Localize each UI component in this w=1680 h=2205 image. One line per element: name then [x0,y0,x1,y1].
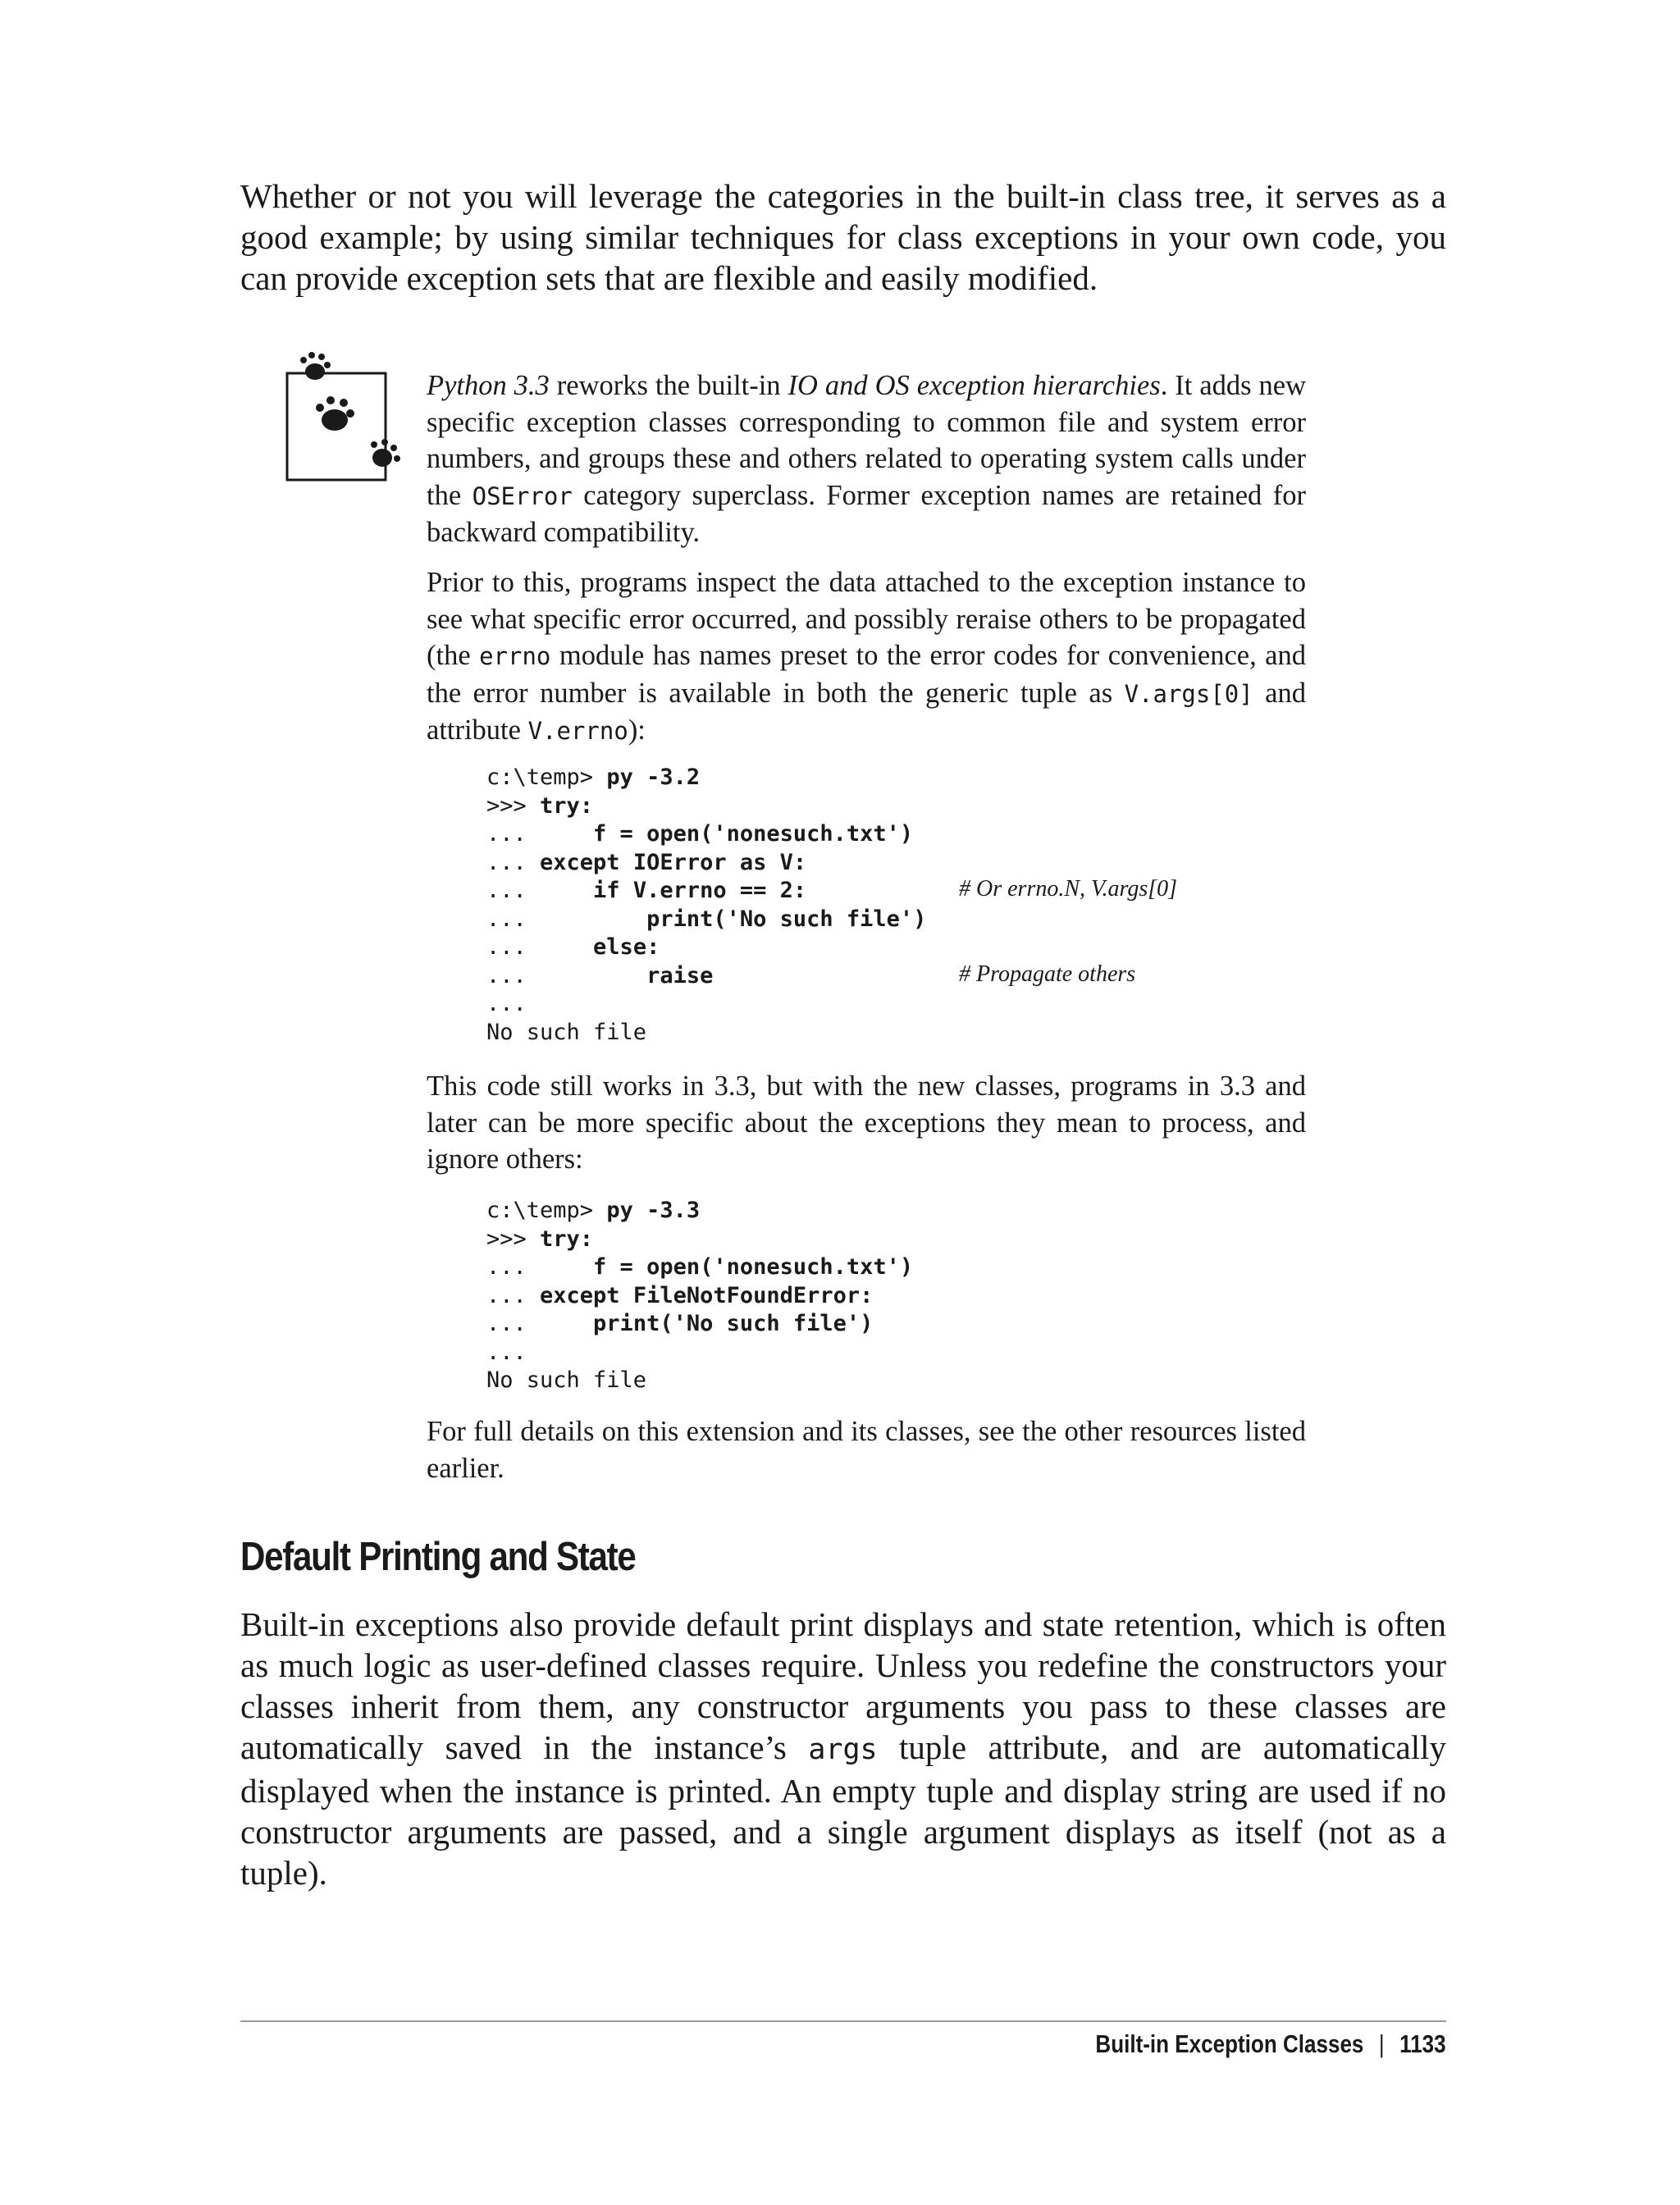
footer-rule [240,2020,1446,2022]
section-paragraph: Built-in exceptions also provide default print displays and state retention, which is often as much logic as user-defined classes require. Unless you redefine the constructors your classes inherit from them, any constructor arguments you pass to these classes are automatically saved in the instance’s args tuple attribute, and are automatically displayed when the instance is printed. An empty tuple and display string are used if no constructor arguments are passed, and a single argument displays as itself (not as a tuple). [240,1605,1446,1892]
page-number: 1133 [1399,2029,1446,2058]
args-index-code: V.args[0] [1124,679,1253,708]
errno-code: errno [479,642,551,670]
note-paragraph-2: Prior to this, programs inspect the data attached to the exception instance to see what specific error occurred, and possibly reraise others to be propagated (the errno module has names preset to the error codes for convenience, and the error number is available in both the generic tuple as V.args[0] and attribute V.errno): [427,567,1306,746]
v-errno-code: V.errno [527,717,628,745]
note-paragraph-1: Python 3.3 reworks the built-in IO and OS exception hierarchies. It adds new specific exception classes corresponding to common file and system error numbers, and groups these and others related to operating system calls under the OSError category superclass. Former exception names are retained for backward compatibility. [427,370,1306,548]
code-comment-errno: # Or errno.N, V.args[0] [959,876,1178,902]
tip-icon [284,340,407,484]
intro-paragraph: Whether or not you will leverage the categories in the built-in class tree, it serves as a good example; by using similar techniques for class exceptions in your own code, you can provide exception sets that are flexible and easily modified. [240,177,1446,297]
code-comment-propagate: # Propagate others [959,961,1136,987]
section-heading: Default Printing and State [240,1535,636,1579]
note-paragraph-3: This code still works in 3.3, but with the new classes, programs in 3.3 and later can be more specific about the exceptions they mean to process, and ignore others: [427,1071,1306,1175]
footer-separator: | [1379,2029,1386,2058]
oserror-code: OSError [472,482,573,510]
note-paragraph-4: For full details on this extension and its classes, see the other resources listed earlier. [427,1416,1306,1484]
code-example-py33: c:\temp> py -3.3 >>> try: ... f = open('nonesuch.txt') ... except FileNotFoundError: ... print('No such file') ... No such file [486,1198,914,1393]
running-footer [1096,2029,1446,2059]
code-example-py32: c:\temp> py -3.2 >>> try: ... f = open('nonesuch.txt') ... except IOError as V: ... if V.errno == 2: ... print('No such file') ... else: ... raise ... No such file [486,765,927,1045]
args-code: args [808,1733,878,1766]
footer-chapter-title: Built-in Exception Classes [1095,2029,1364,2058]
